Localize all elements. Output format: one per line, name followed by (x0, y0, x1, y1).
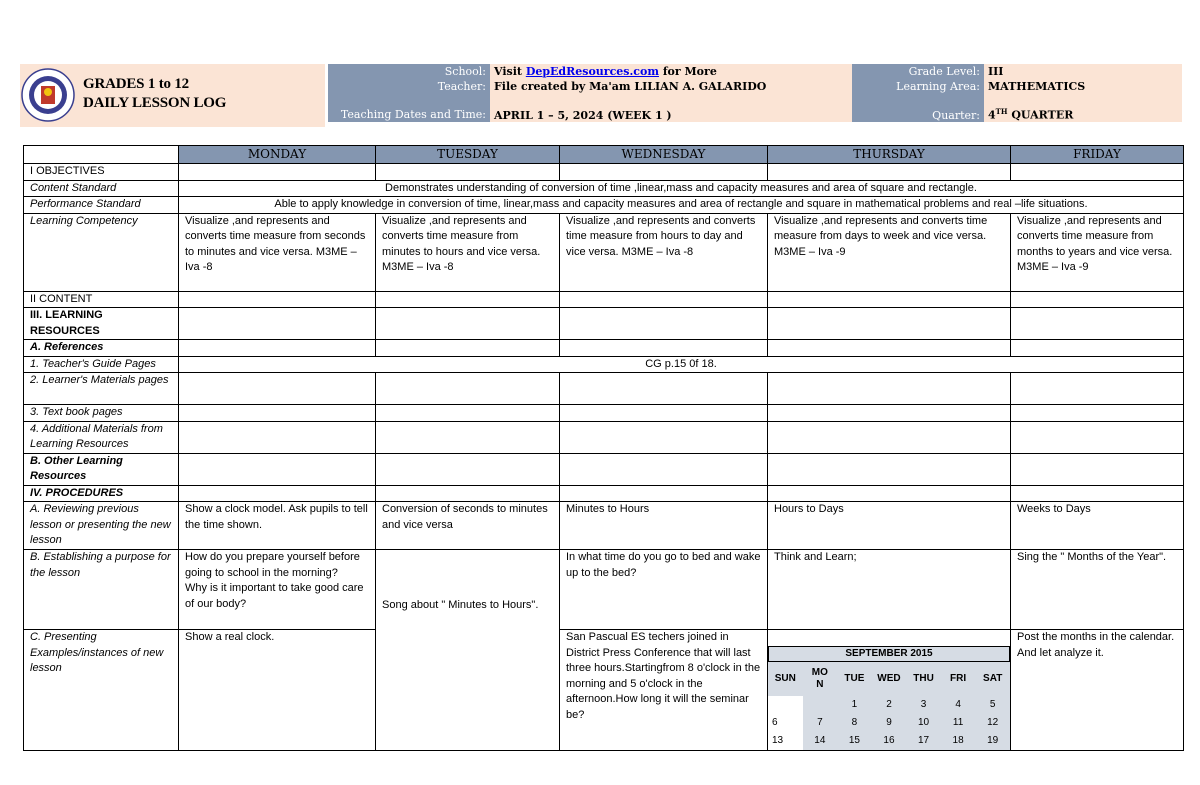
calendar-day: 2 (872, 696, 907, 714)
competency-wednesday: Visualize ,and represents and converts time measure from hours to day and vice versa. M3ME – Iva -8 (560, 213, 768, 291)
calendar-day: 9 (872, 714, 907, 732)
purpose-monday (179, 550, 376, 630)
school-pre: Visit (494, 65, 526, 78)
table-row (24, 164, 1184, 181)
purpose-monday-q1: How do you prepare yourself before going to school in the morning? (185, 551, 360, 579)
calendar-title: SEPTEMBER 2015 (768, 646, 1010, 662)
table-row (24, 180, 1184, 197)
presenting-thursday (768, 630, 1011, 751)
calendar-day: 6 (768, 714, 803, 732)
row-label-purpose: B. Establishing a purpose for the lesson (24, 550, 179, 630)
table-row (24, 197, 1184, 214)
row-label-content-standard: Content Standard (24, 180, 179, 197)
content-standard-text: Demonstrates understanding of conversion of time ,linear,mass and capacity measures and area of square and rectangle. (179, 180, 1184, 197)
area-value: MATHEMATICS (984, 79, 1182, 94)
row-label-learners-materials: 2. Learner's Materials pages (24, 373, 179, 405)
teacher-label: Teacher: (328, 79, 490, 94)
quarter-sup: TH (995, 107, 1008, 117)
table-row (24, 421, 1184, 453)
row-label-teachers-guide: 1. Teacher's Guide Pages (24, 356, 179, 373)
weekday-wed: WED (872, 662, 907, 696)
competency-monday: Visualize ,and represents and converts time measure from seconds to minutes and vice versa. M3ME – Iva -8 (179, 213, 376, 291)
row-label-references: A. References (24, 340, 179, 357)
header-info-table (328, 64, 1182, 122)
dates-label: Teaching Dates and Time: (328, 94, 490, 122)
title-line-1: GRADES 1 to 12 (83, 76, 189, 92)
purpose-thursday: Think and Learn; (768, 550, 1011, 630)
competency-thursday: Visualize ,and represents and converts time measure from days to week and vice versa. M3ME – Iva -9 (768, 213, 1011, 291)
school-post: for More (658, 65, 717, 78)
weekday-thu: THU (906, 662, 941, 696)
day-monday: MONDAY (179, 146, 376, 164)
day-friday: FRIDAY (1011, 146, 1184, 164)
competency-friday: Visualize ,and represents and converts time measure from months to years and vice versa. M3ME – Iva -9 (1011, 213, 1184, 291)
calendar-day: 17 (906, 732, 941, 750)
weekday-sat: SAT (975, 662, 1010, 696)
day-wednesday: WEDNESDAY (560, 146, 768, 164)
purpose-friday: Sing the " Months of the Year". (1011, 550, 1184, 630)
calendar-day: 15 (837, 732, 872, 750)
table-row (24, 291, 1184, 308)
row-label-content: II CONTENT (24, 291, 179, 308)
day-tuesday: TUESDAY (376, 146, 560, 164)
row-label-learning-competency: Learning Competency (24, 213, 179, 291)
table-row (24, 485, 1184, 502)
title-line-2: DAILY LESSON LOG (83, 95, 227, 111)
calendar-day (803, 696, 838, 714)
calendar-week (768, 732, 1010, 750)
table-row (24, 356, 1184, 373)
purpose-wednesday: In what time do you go to bed and wake up to the bed? (560, 550, 768, 630)
performance-standard-text: Able to apply knowledge in conversion of time, linear,mass and capacity measures and area of rectangle and square in mathematical problems and real –life situations. (179, 197, 1184, 214)
dates-value: APRIL 1 – 5, 2024 (WEEK 1 ) (490, 94, 852, 122)
calendar-weekdays (768, 662, 1010, 696)
row-label-additional-materials: 4. Additional Materials from Learning Resources (24, 421, 179, 453)
row-label-objectives: I OBJECTIVES (24, 164, 179, 181)
reviewing-thursday: Hours to Days (768, 502, 1011, 550)
depedresources-link[interactable]: DepEdResources.com (525, 65, 659, 78)
quarter-value (984, 94, 1182, 122)
purpose-tuesday: Song about " Minutes to Hours". (382, 599, 539, 611)
purpose-monday-q2: Why is it important to take good care of our body? (185, 582, 364, 610)
page-title (83, 75, 226, 113)
corner-cell (24, 146, 179, 164)
weekday-tue: TUE (837, 662, 872, 696)
calendar-day: 7 (803, 714, 838, 732)
calendar-day: 5 (975, 696, 1010, 714)
table-row (24, 453, 1184, 485)
row-label-learning-resources: III. LEARNING RESOURCES (24, 308, 179, 340)
table-row (24, 405, 1184, 422)
quarter-label: Quarter: (852, 94, 984, 122)
table-row (24, 550, 1184, 630)
row-label-textbook: 3. Text book pages (24, 405, 179, 422)
calendar-day: 4 (941, 696, 976, 714)
presenting-monday: Show a real clock. (179, 630, 376, 751)
table-row (24, 373, 1184, 405)
grade-label: Grade Level: (852, 64, 984, 79)
table-row (24, 340, 1184, 357)
calendar-day: 1 (837, 696, 872, 714)
calendar-day: 16 (872, 732, 907, 750)
calendar-day: 13 (768, 732, 803, 750)
area-label: Learning Area: (852, 79, 984, 94)
calendar-day: 8 (837, 714, 872, 732)
reviewing-monday: Show a clock model. Ask pupils to tell the time shown. (179, 502, 376, 550)
row-label-presenting: C. Presenting Examples/instances of new lesson (24, 630, 179, 751)
row-label-reviewing: A. Reviewing previous lesson or presenting the new lesson (24, 502, 179, 550)
calendar-day: 14 (803, 732, 838, 750)
quarter-num: 4 (988, 109, 996, 122)
table-row (24, 213, 1184, 291)
weekday-mon: MO N (803, 662, 838, 696)
grade-value: III (984, 64, 1182, 79)
presenting-wednesday: San Pascual ES techers joined in District Press Conference that will last three hours.Startingfrom 8 o'clock in the morning and 5 o'clock in the afternoon.How long it will the seminar be? (560, 630, 768, 751)
row-label-other-resources: B. Other Learning Resources (24, 453, 179, 485)
calendar-day (768, 696, 803, 714)
row-label-procedures: IV. PROCEDURES (24, 485, 179, 502)
purpose-tuesday-cell (376, 550, 560, 751)
weekday-sun: SUN (768, 662, 803, 696)
competency-tuesday: Visualize ,and represents and converts time measure from minutes to hours and vice versa. M3ME – Iva -8 (376, 213, 560, 291)
table-row (24, 308, 1184, 340)
calendar-week (768, 714, 1010, 732)
teacher-value: File created by Ma'am LILIAN A. GALARIDO (490, 79, 852, 94)
deped-seal-icon (21, 68, 75, 122)
calendar-day: 3 (906, 696, 941, 714)
table-row (24, 630, 1184, 751)
calendar-day: 10 (906, 714, 941, 732)
school-label: School: (328, 64, 490, 79)
calendar-day: 11 (941, 714, 976, 732)
calendar-day: 12 (975, 714, 1010, 732)
calendar (768, 662, 1010, 750)
weekday-fri: FRI (941, 662, 976, 696)
reviewing-friday: Weeks to Days (1011, 502, 1184, 550)
row-label-performance-standard: Performance Standard (24, 197, 179, 214)
day-thursday: THURSDAY (768, 146, 1011, 164)
calendar-week (768, 696, 1010, 714)
table-row (24, 502, 1184, 550)
day-header-row (24, 146, 1184, 164)
school-value (490, 64, 852, 79)
lesson-log-table (23, 145, 1184, 751)
reviewing-wednesday: Minutes to Hours (560, 502, 768, 550)
quarter-text: QUARTER (1007, 109, 1074, 122)
reviewing-tuesday: Conversion of seconds to minutes and vice versa (376, 502, 560, 550)
calendar-day: 19 (975, 732, 1010, 750)
presenting-friday: Post the months in the calendar. And let analyze it. (1011, 630, 1184, 751)
teachers-guide-text: CG p.15 0f 18. (179, 356, 1184, 373)
calendar-day: 18 (941, 732, 976, 750)
